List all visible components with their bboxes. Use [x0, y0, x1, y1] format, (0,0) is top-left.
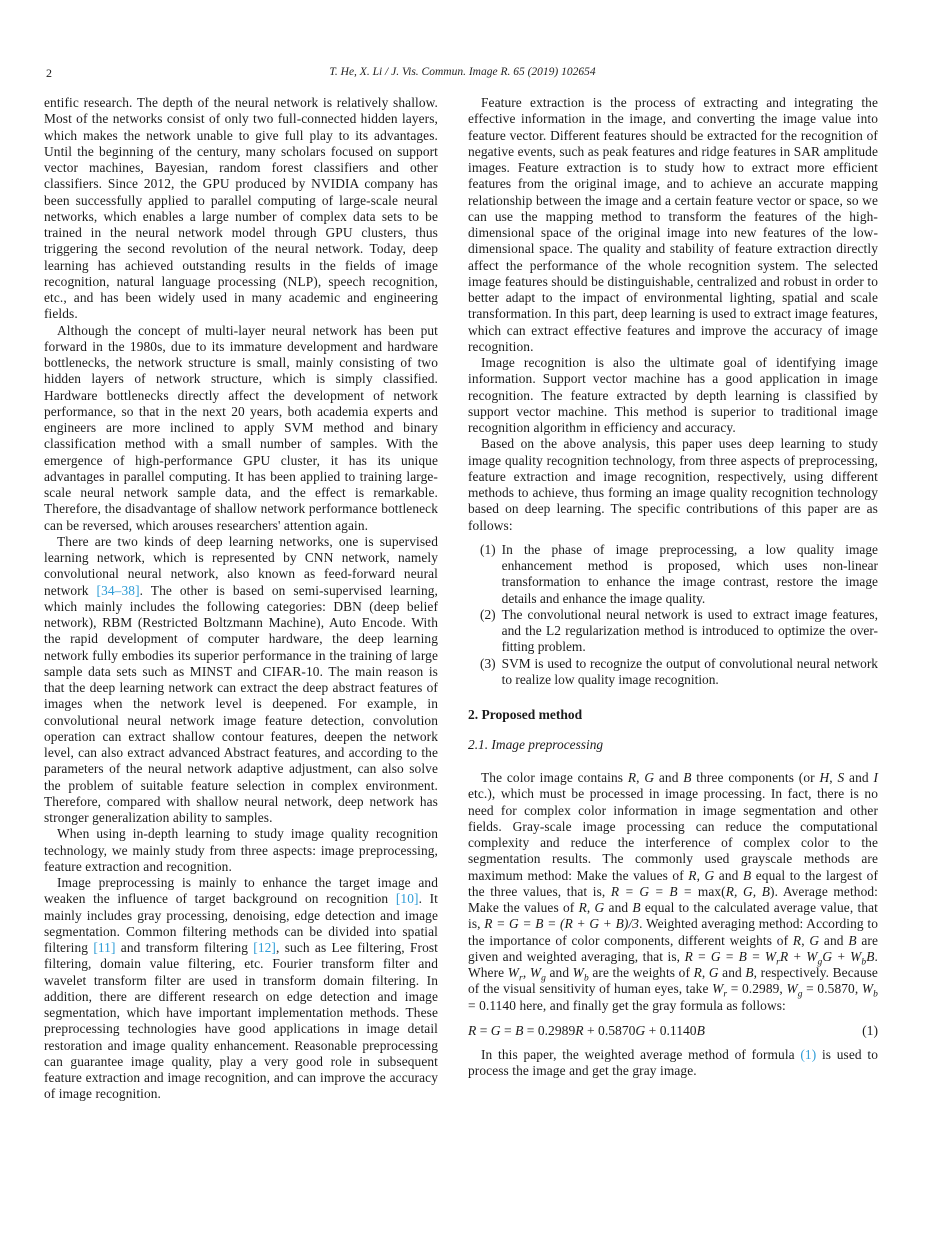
text-run: W — [712, 981, 724, 997]
text-run: , respectively. Because of the visual sensitivity of human eyes, take — [468, 965, 878, 997]
text-run: The convolutional neural network is used to extract image features, and the L2 regularization method is introduced to optimize the over-fitting problem. — [501, 606, 878, 655]
text-run: R = G = B = — [610, 883, 698, 899]
paragraph — [468, 770, 878, 1014]
text-run: SVM is used to recognize the output of convolutional neural network to realize low quality image recognition. — [501, 655, 878, 687]
text-run: Feature extraction is the process of extracting and integrating the effective information in the image, and converting the image value into feature vector. Different features should be extracted for the recognition of negative events, such as peak features and ridge features in SAR amplitude images. Feature extraction is to study how to extract more efficient features from the original image, and to achieve an accurate mapping relationship between the image and a certain feature vector or space, so we can use the mapping method to transform the features of the high-dimensional space of the original image into new features of the low-dimensional space. The quality and stability of feature extraction directly affect the performance of the whole recognition system. The selected image features should be distinguishable, centralized and robust in order to better adapt to the impact of environmental lighting, spatial and scale transformation. In this part, deep learning is used to extract image features, which can extract effective features and improve the accuracy of image recognition. — [468, 95, 878, 354]
paragraph — [44, 323, 438, 534]
text-run: = 0.2989, — [727, 981, 787, 997]
text-run: R = G = B = W — [684, 948, 777, 964]
paragraph — [44, 875, 438, 1103]
text-run: and — [718, 965, 746, 980]
text-run: , — [586, 900, 595, 915]
text-run: When using in-depth learning to study image quality recognition technology, we mainly study from three aspects: image preprocessing, feature extraction and recognition. — [44, 826, 438, 874]
text-run: Image recognition is also the ultimate goal of identifying image information. Support vector machine has a good application in image recognition. The feature extracted by depth learning is classified by support vector machine. This method is superior to traditional image recognition algorithm in efficiency and accuracy. — [468, 355, 878, 435]
subsection-heading: 2.1. Image preprocessing — [468, 737, 604, 752]
text-run: Although the concept of multi-layer neural network has been put forward in the 1980s, due to its immature development and hardware bottlenecks, the network structure is small, mainly consisting of two hidden layers of network structure, which is simply classified. Hardware bottlenecks directly affect the development of network performance, so that in the next 20 years, both academia experts and engineers are more inclined to apply SVM method and binary classification method with a small number of samples. With the emergence of high-performance GPU cluster, it has its unique advantages in parallel computing. It has been applied to training large-scale neural network sample data, and the effect is remarkable. Therefore, the disadvantage of shallow network performance bottleneck can be reversed, which arouses researchers' attention again. — [44, 322, 438, 533]
text-run: G — [635, 1022, 646, 1038]
text-run: W — [529, 965, 542, 980]
equation-body — [468, 1023, 705, 1039]
list-item — [468, 656, 878, 689]
text-run: = 0.5870, — [802, 981, 862, 997]
text-run: etc.), which must be processed in image processing. In fact, there is no need for complex color information in image segmentation and other fields. Gray-scale image processing can reduce the computational complexity and reduce the interference of complex color to the segmentation results. The commonly used grayscale methods are maximum method: Make the values of — [468, 786, 878, 883]
text-run: , — [636, 770, 645, 785]
text-run: R, G, B — [725, 883, 771, 899]
text-run: G — [809, 932, 820, 948]
text-run: r — [723, 989, 728, 1000]
text-run: G — [594, 900, 605, 915]
paragraph — [44, 534, 438, 827]
text-run: three components (or — [691, 770, 820, 785]
text-run: are the weights of — [588, 965, 694, 980]
list-item — [468, 542, 878, 607]
text-run: , — [701, 965, 709, 980]
citation-link[interactable]: [11] — [93, 940, 116, 955]
text-run: W — [507, 965, 519, 980]
text-run: , — [696, 867, 705, 883]
text-run: B — [742, 867, 752, 883]
text-run: R — [693, 965, 702, 980]
text-run: W — [861, 981, 874, 997]
text-run: W — [572, 965, 584, 980]
text-run: , — [801, 932, 810, 948]
text-run: B — [683, 770, 692, 785]
two-column-body — [44, 95, 878, 1103]
citation-link[interactable]: [34–38] — [96, 582, 140, 598]
left-column — [44, 95, 438, 1103]
citation-link[interactable]: [12] — [253, 940, 276, 955]
text-run: R — [688, 867, 697, 883]
text-run: and — [714, 867, 743, 883]
text-run: B — [745, 965, 754, 980]
text-run: Based on the above analysis, this paper uses deep learning to study image quality recognition technology, from three aspects of preprocessing, feature extraction and image recognition, respectively, using different methods to achieve, thus forming an image quality recognition technology based on deep learning. The specific contributions of this paper are as follows: — [468, 436, 878, 533]
text-run: are given and weighted averaging, that is, — [468, 932, 878, 964]
text-run: In this paper, the weighted average method of formula — [481, 1046, 801, 1062]
text-run: ) — [770, 883, 775, 899]
citation-link[interactable]: [10] — [395, 891, 419, 907]
contributions-list — [468, 542, 878, 688]
text-run: = — [500, 1022, 516, 1038]
paragraph — [44, 95, 438, 323]
text-run: , such as Lee filtering, Frost filtering, domain value filtering, etc. Fourier transform filter and wavelet transform filter are used in transform domain filtering. In addition, there are different research on edge detection and image segmentation, which have important implementation methods. These preprocessing technologies have good applications in image detail restoration and image quality enhancement. Reasonable preprocessing can guarantee image quality, play a very good role in subsequent feature extraction and image recognition, and can improve the accuracy of image recognition. — [44, 940, 438, 1102]
text-run: , — [829, 770, 838, 785]
text-run: H — [819, 770, 830, 785]
text-run: R + W — [779, 948, 818, 964]
text-run: In the phase of image preprocessing, a low quality image enhancement method is proposed, which uses non-linear transformation to enhance the image contrast, restore the image details and enhance the image quality. — [501, 541, 878, 606]
text-run: The color image contains — [481, 770, 628, 785]
text-run: = — [476, 1022, 491, 1038]
list-item-label: (2) — [480, 606, 496, 622]
text-run: W — [786, 981, 798, 997]
text-run: and — [654, 770, 684, 785]
text-run: R — [578, 900, 587, 915]
text-run: b — [873, 989, 879, 1000]
text-run: and — [844, 770, 874, 785]
paragraph — [468, 436, 878, 534]
text-run: . The other is based on semi-supervised learning, which mainly includes the following categories: DBN (deep belief network), RBM (Restricted Boltzmann Machine), Auto Encode. With the rapid development of computer hardware, the deep learning network fully embodies its superior performance in the training of large sample data sets such as MINST and CIFAR-10. The main reason is that the deep learning network can extract the deep abstract features of images when the network level is deepened. For example, in convolutional neural network image feature detection, convolution operation can extract shallow contour features, deepen the network level, can also extract advanced Abstract features, and according to the parameters of the neural network adaptive adjustment, can also solve the problem of suitable feature selection in complex environment. Therefore, compared with shallow neural network, deep network has stronger generalization ability to samples. — [44, 582, 438, 825]
text-run: g — [797, 989, 803, 1000]
text-run: , — [522, 965, 530, 980]
equation-number: (1) — [862, 1022, 878, 1038]
citation-link[interactable]: (1) — [800, 1046, 817, 1062]
text-run: + 0.5870 — [583, 1022, 636, 1038]
text-run: G + W — [822, 948, 862, 964]
text-run: equal to the largest of the three values, that is, — [468, 867, 879, 899]
text-run: + 0.1140 — [645, 1022, 697, 1038]
text-run: G — [704, 867, 715, 883]
text-run: . Weighted averaging method: According to the importance of color components, different weights of — [468, 916, 878, 948]
list-item-text — [502, 542, 878, 607]
page-number: 2 — [46, 66, 52, 80]
text-run: max( — [697, 883, 726, 899]
text-run: g — [541, 973, 546, 984]
text-run: B — [696, 1022, 705, 1038]
text-run: b — [583, 973, 589, 984]
list-item-label: (1) — [480, 541, 496, 557]
text-run: S — [837, 770, 845, 785]
list-item-text — [502, 607, 878, 656]
list-item — [468, 607, 878, 656]
equation — [468, 1023, 878, 1039]
text-run: r — [519, 973, 523, 984]
text-run: g — [817, 957, 823, 968]
text-run: There are two kinds of deep learning networks, one is supervised learning network, which is represented by CNN network, namely convolutional neural network, also known as feed-forward neural network — [44, 533, 438, 598]
right-column — [468, 95, 878, 1103]
text-run: G — [644, 770, 655, 785]
text-run: is used to process the image and get the gray image. — [468, 1046, 878, 1078]
text-run: = 0.1140 here, and finally get the gray formula as follows: — [468, 997, 786, 1013]
text-run: R — [575, 1022, 584, 1038]
text-run: and — [545, 965, 573, 980]
text-run: G — [490, 1022, 501, 1038]
text-run: R — [468, 1022, 477, 1038]
text-run: and — [604, 900, 633, 915]
section-heading: 2. Proposed method — [468, 707, 583, 722]
text-run: . Average method: Make the values of — [468, 883, 879, 915]
text-run: = 0.2989 — [523, 1022, 576, 1038]
paragraph — [44, 826, 438, 875]
paragraph — [468, 355, 878, 436]
text-run: and transform filtering — [115, 940, 254, 955]
text-run: equal to the calculated average value, that is, — [468, 900, 878, 932]
running-head: T. He, X. Li / J. Vis. Commun. Image R. 65 (2019) 102654 — [329, 66, 596, 78]
text-run: I — [873, 770, 878, 785]
text-run: b — [861, 957, 867, 968]
text-run: . It mainly includes gray processing, denoising, edge detection and image segmentation. Common filtering methods can be divided into spatial filtering — [44, 891, 439, 955]
text-run: B — [632, 900, 641, 915]
text-run: and — [819, 932, 849, 948]
text-run: B — [866, 948, 875, 964]
text-run: G — [708, 965, 719, 980]
text-run: Image preprocessing is mainly to enhance the target image and weaken the influence of target background on recognition — [44, 875, 438, 907]
list-item-label: (3) — [480, 655, 496, 671]
text-run: R — [792, 932, 802, 948]
paragraph — [468, 95, 878, 355]
paragraph — [468, 1047, 878, 1080]
text-run: R = G = B = (R + G + B)/3 — [484, 916, 640, 932]
text-run: R — [627, 770, 637, 785]
text-run: B — [515, 1022, 524, 1038]
text-run: r — [776, 957, 780, 968]
text-run: entific research. The depth of the neural network is relatively shallow. Most of the networks consist of only two full-connected hidden layers, which makes the network unable to give full play to its advantages. Until the beginning of the century, many scholars focused on support vector machines, Bayesian, random forest classifiers and other classifiers. Since 2012, the GPU produced by NVIDIA company has been successfully applied to parallel computing of large-scale neural networks, which enables a large number of complex data sets to be trained in the neural network model through GPU clusters, thus triggering the second revolution of the neural network. Today, deep learning has achieved outstanding results in the fields of image recognition, natural language processing (NLP), speech recognition, etc., and has been widely used in many academic and engineering fields. — [44, 95, 438, 322]
list-item-text — [502, 656, 878, 689]
text-run: B — [848, 932, 857, 948]
text-run: . Where — [468, 948, 878, 980]
